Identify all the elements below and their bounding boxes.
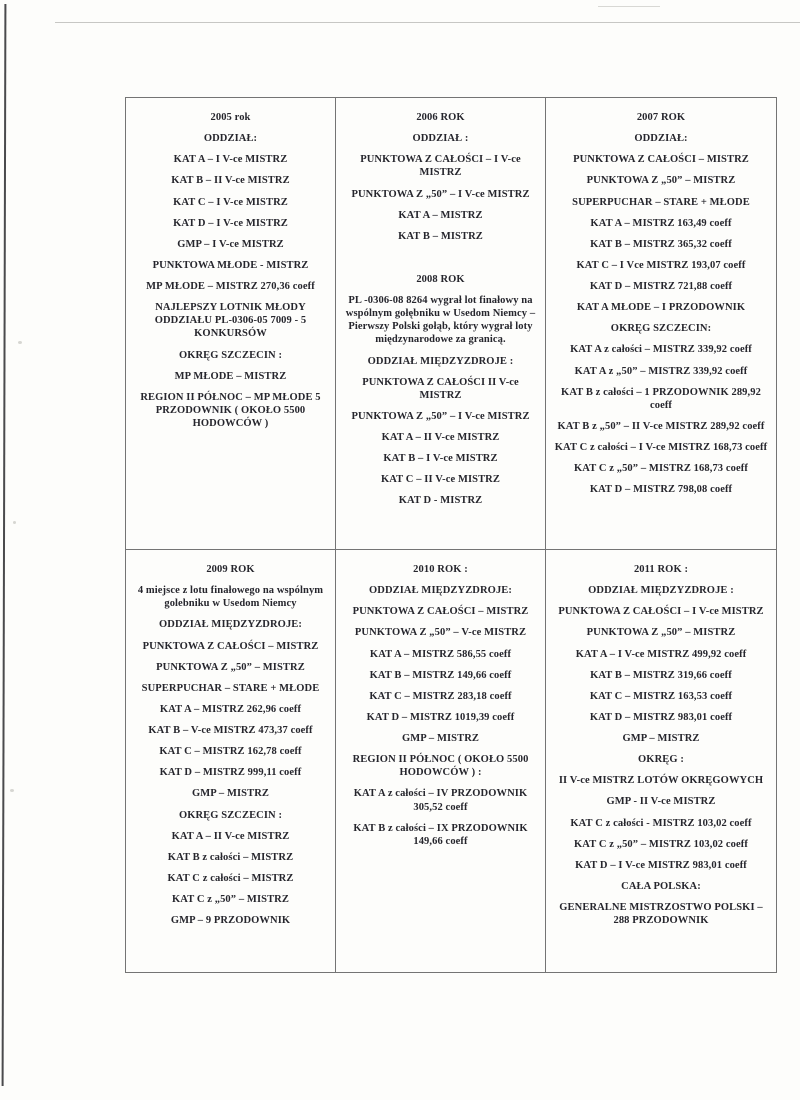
achievement-line: PUNKTOWA Z CAŁOŚCI – MISTRZ	[142, 640, 319, 652]
achievement-line: KAT C – MISTRZ 162,78 coeff	[159, 746, 302, 758]
achievement-line: ODDZIAŁ :	[412, 133, 469, 145]
achievement-line: KAT A MŁODE – I PRZODOWNIK	[576, 302, 746, 314]
scan-speck	[13, 521, 16, 524]
year-heading: 2005 rok	[210, 112, 251, 123]
achievement-line: MP MŁODE – MISTRZ 270,36 coeff	[146, 281, 315, 292]
achievement-line: GMP - II V-ce MISTRZ	[606, 796, 716, 808]
year-section	[551, 563, 771, 927]
year-section	[551, 111, 771, 496]
achievement-line: KAT B z „50” – II V-ce MISTRZ 289,92 coeff	[557, 420, 765, 432]
year-heading: 2009 ROK	[206, 564, 255, 575]
achievement-line: PL -0306-08 8264 wygrał lot finałowy na wspólnym gołębniku w Usedom Niemcy – Pierwszy Polski gołąb, który wygrał loty międzynarodowe za granicą.	[345, 295, 536, 346]
scan-speck	[18, 341, 22, 344]
achievement-line: KAT B – II V-ce MISTRZ	[171, 175, 290, 187]
year-heading: 2006 ROK	[416, 112, 465, 123]
achievement-line: KAT A – MISTRZ	[398, 209, 483, 221]
achievement-line: PUNKTOWA Z „50” – I V-ce MISTRZ	[351, 410, 530, 422]
achievement-line: REGION II PÓŁNOC ( OKOŁO 5500 HODOWCÓW ) :	[352, 754, 529, 779]
achievement-line: ODDZIAŁ MIĘDZYZDROJE :	[367, 355, 514, 367]
achievements-table	[125, 97, 777, 973]
achievement-line: PUNKTOWA Z CAŁOŚCI II V-ce MISTRZ	[362, 376, 519, 401]
achievement-line: PUNKTOWA MŁODE - MISTRZ	[152, 259, 309, 271]
achievement-line: GMP – MISTRZ	[622, 733, 700, 744]
achievement-line: KAT C z „50” – MISTRZ 103,02 coeff	[574, 838, 748, 850]
year-heading: 2007 ROK	[636, 112, 686, 123]
achievement-line: KAT B z całości – IX PRZODOWNIK 149,66 coeff	[353, 822, 528, 847]
achievement-line: CAŁA POLSKA:	[621, 880, 701, 892]
year-section	[131, 111, 330, 430]
achievement-line: KAT D – MISTRZ 798,08 coeff	[589, 484, 733, 496]
achievement-line: KAT A – MISTRZ 262,96 coeff	[159, 703, 302, 715]
year-heading: 2010 ROK :	[413, 564, 468, 575]
scan-edge-left-line	[2, 4, 7, 1086]
achievement-line: KAT C – I V-ce MISTRZ	[173, 196, 288, 208]
table-cell-2011	[546, 550, 776, 972]
achievement-line: OKRĘG SZCZECIN :	[178, 809, 283, 821]
achievement-line: KAT A – I V-ce MISTRZ 499,92 coeff	[575, 648, 747, 660]
achievement-line: KAT C – II V-ce MISTRZ	[381, 474, 500, 486]
achievement-line: PUNKTOWA Z CAŁOŚCI – I V-ce MISTRZ	[360, 154, 521, 179]
achievement-line: GENERALNE MISTRZOSTWO POLSKI – 288 PRZODOWNIK	[559, 902, 763, 927]
achievement-line: KAT D – MISTRZ 1019,39 coeff	[366, 711, 515, 723]
achievement-line: II V-ce MISTRZ LOTÓW OKRĘGOWYCH	[558, 775, 764, 787]
achievement-line: KAT B z całości – 1 PRZODOWNIK 289,92 coeff	[561, 386, 761, 411]
achievement-line: KAT A – II V-ce MISTRZ	[171, 830, 290, 842]
achievement-line: KAT A – I V-ce MISTRZ	[173, 154, 288, 166]
achievement-line: KAT C z „50” – MISTRZ	[172, 894, 289, 905]
achievement-line: KAT D – MISTRZ 721,88 coeff	[589, 281, 733, 292]
year-heading: 2008 ROK	[416, 273, 465, 285]
achievement-line: MP MŁODE – MISTRZ	[174, 370, 287, 382]
achievement-line: PUNKTOWA Z „50” – MISTRZ	[156, 661, 305, 673]
achievement-line: KAT C – MISTRZ 163,53 coeff	[589, 690, 733, 702]
achievement-line: KAT C z całości – MISTRZ	[167, 872, 294, 884]
achievement-line: KAT A z całości – IV PRZODOWNIK 305,52 coeff	[353, 788, 528, 813]
achievement-line: KAT A – MISTRZ 163,49 coeff	[590, 217, 732, 229]
scan-speck	[10, 789, 14, 792]
achievement-line: ODDZIAŁ:	[203, 133, 258, 145]
achievement-line: KAT A z całości – MISTRZ 339,92 coeff	[570, 344, 752, 356]
achievement-line: KAT C – MISTRZ 283,18 coeff	[369, 690, 512, 702]
achievement-line: KAT A – II V-ce MISTRZ	[381, 432, 500, 443]
table-cell-2007	[546, 98, 776, 550]
achievement-line: PUNKTOWA Z „50” – V-ce MISTRZ	[354, 627, 527, 639]
year-section	[341, 273, 540, 508]
table-cell-2010	[336, 550, 546, 972]
achievement-line: KAT B z całości – MISTRZ	[167, 851, 294, 863]
achievement-line: KAT D - MISTRZ	[398, 495, 483, 507]
achievement-line: KAT D – I V-ce MISTRZ	[173, 217, 288, 229]
achievement-line: PUNKTOWA Z „50” – I V-ce MISTRZ	[351, 188, 530, 200]
achievement-line: SUPERPUCHAR – STARE + MŁODE	[141, 682, 320, 694]
year-section	[341, 111, 540, 243]
achievement-line: PUNKTOWA Z CAŁOŚCI – MISTRZ	[573, 154, 749, 166]
achievement-line: GMP – 9 PRZODOWNIK	[170, 915, 291, 927]
achievement-line: KAT B – I V-ce MISTRZ	[383, 453, 498, 465]
achievement-line: REGION II PÓŁNOC – MP MŁODE 5 PRZODOWNIK ( OKOŁO 5500 HODOWCÓW )	[140, 391, 321, 429]
achievement-line: KAT B – V-ce MISTRZ 473,37 coeff	[148, 725, 313, 736]
achievement-line: KAT B – MISTRZ	[398, 230, 483, 242]
achievement-line: KAT D – MISTRZ 983,01 coeff	[589, 711, 733, 723]
achievement-line: OKRĘG SZCZECIN :	[178, 349, 283, 361]
achievement-line: KAT B – MISTRZ 149,66 coeff	[369, 669, 512, 681]
achievement-line: ODDZIAŁ:	[634, 133, 688, 145]
achievement-line: 4 miejsce z lotu finałowego na wspólnym golebniku w Usedom Niemcy	[137, 585, 324, 610]
achievement-line: KAT D – I V-ce MISTRZ 983,01 coeff	[575, 859, 747, 871]
achievement-line: KAT C – I Vce MISTRZ 193,07 coeff	[576, 259, 746, 271]
scan-top-line	[55, 22, 800, 23]
year-heading: 2011 ROK :	[633, 564, 689, 575]
achievement-line: KAT C z całości – I V-ce MISTRZ 168,73 coeff	[554, 442, 768, 453]
achievement-line: ODDZIAŁ MIĘDZYZDROJE:	[159, 619, 302, 631]
table-cell-2005	[126, 98, 336, 550]
achievement-line: NAJLEPSZY LOTNIK MŁODY ODDZIAŁU PL-0306-05 7009 - 5 KONKURSÓW	[154, 302, 307, 340]
achievement-line: KAT D – MISTRZ 999,11 coeff	[159, 767, 302, 779]
year-section	[341, 563, 540, 848]
achievement-line: PUNKTOWA Z CAŁOŚCI – I V-ce MISTRZ	[558, 606, 764, 618]
achievement-line: GMP – I V-ce MISTRZ	[177, 238, 284, 250]
achievement-line: KAT B – MISTRZ 319,66 coeff	[590, 669, 732, 681]
achievement-line: PUNKTOWA Z CAŁOŚCI – MISTRZ	[352, 606, 529, 618]
achievement-line: GMP – MISTRZ	[191, 788, 270, 800]
table-cell-2006-2008	[336, 98, 546, 550]
achievement-line: OKRĘG SZCZECIN:	[610, 323, 712, 335]
achievement-line: KAT C z „50” – MISTRZ 168,73 coeff	[574, 463, 748, 475]
achievement-line: KAT A z „50” – MISTRZ 339,92 coeff	[574, 365, 748, 377]
scan-top-line-2	[598, 6, 660, 7]
achievement-line: GMP – MISTRZ	[401, 733, 480, 744]
achievement-line: PUNKTOWA Z „50” – MISTRZ	[586, 627, 736, 639]
achievement-line: PUNKTOWA Z „50” – MISTRZ	[586, 175, 736, 187]
achievement-line: KAT B – MISTRZ 365,32 coeff	[590, 238, 732, 250]
achievement-line: SUPERPUCHAR – STARE + MŁODE	[572, 196, 750, 208]
achievement-line: OKRĘG :	[638, 754, 684, 766]
achievement-line: KAT C z całości - MISTRZ 103,02 coeff	[570, 817, 752, 829]
achievement-line: ODDZIAŁ MIĘDZYZDROJE:	[369, 585, 512, 597]
year-section	[131, 563, 330, 927]
table-cell-2009	[126, 550, 336, 972]
achievement-line: KAT A – MISTRZ 586,55 coeff	[369, 648, 512, 660]
achievement-line: ODDZIAŁ MIĘDZYZDROJE :	[588, 585, 734, 597]
